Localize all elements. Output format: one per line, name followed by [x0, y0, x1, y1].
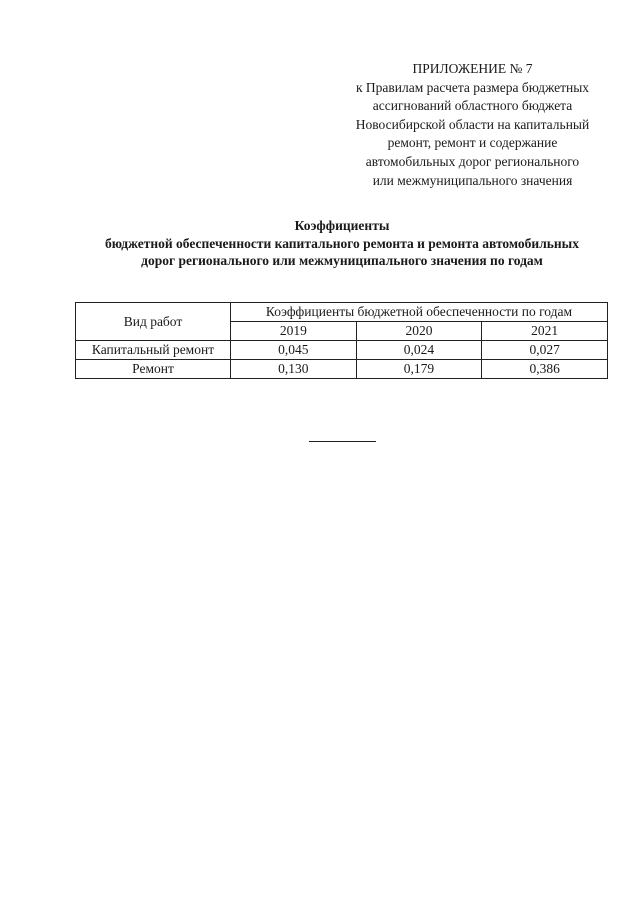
year-cell: 2019 [231, 322, 357, 341]
value-cell: 0,386 [482, 360, 608, 379]
row-kind: Ремонт [76, 360, 231, 379]
year-cell: 2020 [356, 322, 482, 341]
appendix-line: или межмуниципального значения [372, 172, 573, 188]
value-cell: 0,027 [482, 341, 608, 360]
appendix-line: Новосибирской области на капитальный [355, 116, 590, 132]
coefficients-table [75, 302, 608, 379]
appendix-line: ассигнований областного бюджета [372, 98, 573, 114]
document-title [60, 217, 624, 270]
value-cell: 0,024 [356, 341, 482, 360]
header-kind: Вид работ [76, 303, 231, 341]
header-group: Коэффициенты бюджетной обеспеченности по годам [231, 303, 608, 322]
title-line: дорог регионального или межмуниципального значения по годам [141, 253, 543, 268]
appendix-header [330, 60, 615, 190]
title-line: Коэффициенты [294, 218, 390, 233]
title-line: бюджетной обеспеченности капитального ремонта и ремонта автомобильных [105, 235, 579, 251]
year-cell: 2021 [482, 322, 608, 341]
value-cell: 0,179 [356, 360, 482, 379]
table-row [76, 360, 608, 379]
table-row [76, 341, 608, 360]
table-header-row [76, 303, 608, 322]
appendix-number: ПРИЛОЖЕНИЕ № 7 [412, 61, 533, 76]
value-cell: 0,130 [231, 360, 357, 379]
appendix-line: автомобильных дорог регионального [365, 153, 580, 169]
appendix-line: ремонт, ремонт и содержание [387, 135, 558, 151]
row-kind: Капитальный ремонт [76, 341, 231, 360]
end-divider [309, 441, 376, 442]
value-cell: 0,045 [231, 341, 357, 360]
appendix-line: к Правилам расчета размера бюджетных [355, 79, 590, 95]
